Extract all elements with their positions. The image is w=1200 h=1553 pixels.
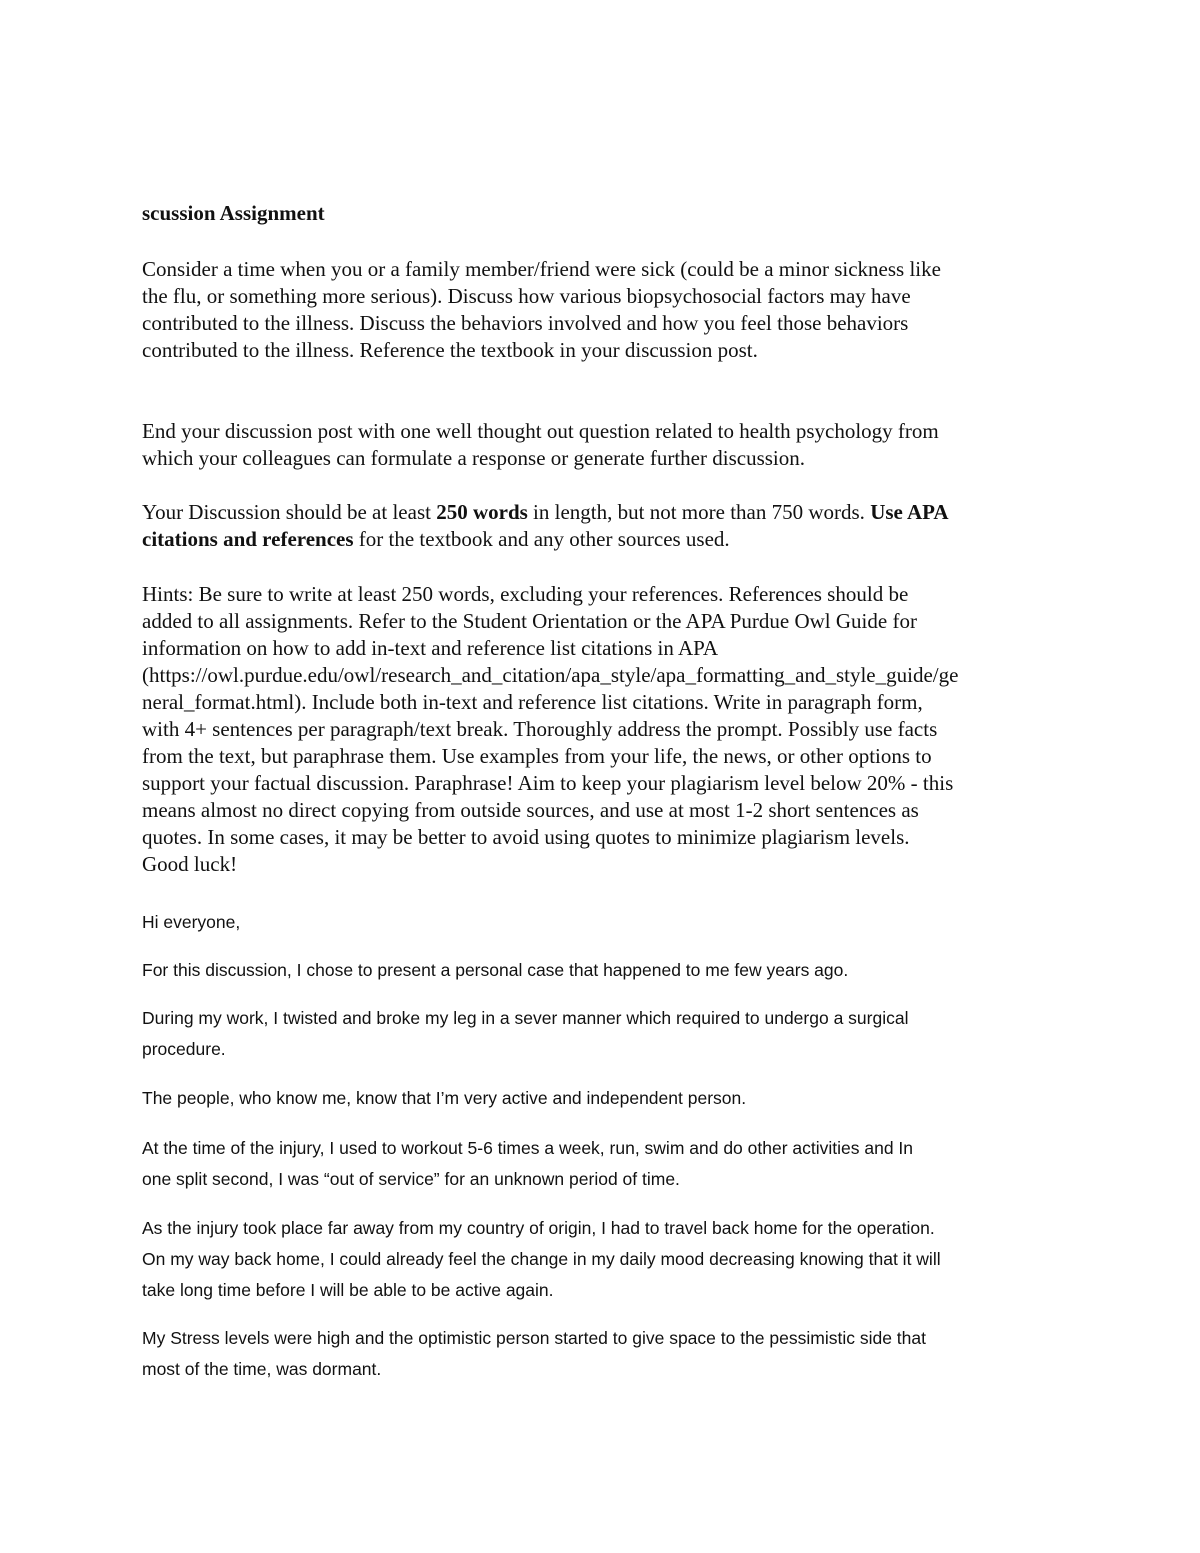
response-paragraph — [142, 1083, 1062, 1114]
word-count-emphasis: 250 words — [436, 500, 528, 524]
response-paragraph — [142, 955, 1062, 986]
text-line — [142, 499, 1062, 526]
text-line: contributed to the illness. Discuss the behaviors involved and how you feel those behaviors — [142, 311, 909, 335]
text-line: support your factual discussion. Paraphrase! Aim to keep your plagiarism level below 20% - this — [142, 771, 954, 795]
text-line: (https://owl.purdue.edu/owl/research_and_citation/apa_style/apa_formatting_and_style_guide/ge — [142, 663, 959, 687]
text-line: added to all assignments. Refer to the Student Orientation or the APA Purdue Owl Guide for — [142, 609, 917, 633]
text-line: contributed to the illness. Reference the textbook in your discussion post. — [142, 338, 758, 362]
text-line: The people, who know me, know that I’m very active and independent person. — [142, 1088, 747, 1108]
text-line: During my work, I twisted and broke my leg in a sever manner which required to undergo a surgical — [142, 1008, 909, 1028]
hints-paragraph — [142, 581, 1062, 878]
text-line: For this discussion, I chose to present a personal case that happened to me few years ago. — [142, 960, 849, 980]
requirements-paragraph — [142, 499, 1062, 553]
text-line: means almost no direct copying from outside sources, and use at most 1-2 short sentences as — [142, 798, 919, 822]
text-line: which your colleagues can formulate a response or generate further discussion. — [142, 446, 806, 470]
text-line: My Stress levels were high and the optimistic person started to give space to the pessimistic side that — [142, 1328, 926, 1348]
text-line: take long time before I will be able to be active again. — [142, 1280, 554, 1300]
text-line: As the injury took place far away from my country of origin, I had to travel back home for the operation. — [142, 1218, 935, 1238]
text-line: from the text, but paraphrase them. Use examples from your life, the news, or other options to — [142, 744, 932, 768]
text-line: Hints: Be sure to write at least 250 words, excluding your references. References should be — [142, 582, 909, 606]
citations-emphasis: citations and references — [142, 527, 354, 551]
text-line: information on how to add in-text and reference list citations in APA — [142, 636, 719, 660]
requirements-text: for the textbook and any other sources used. — [353, 527, 730, 551]
response-paragraph — [142, 1213, 1062, 1306]
response-greeting — [142, 907, 1062, 938]
assignment-title: scussion Assignment — [142, 201, 325, 225]
text-line: most of the time, was dormant. — [142, 1359, 382, 1379]
requirements-text: in length, but not more than 750 words. — [527, 500, 871, 524]
text-line: End your discussion post with one well thought out question related to health psychology from — [142, 419, 939, 443]
response-paragraph — [142, 1323, 1062, 1385]
text-line: neral_format.html). Include both in-text and reference list citations. Write in paragraph form, — [142, 690, 923, 714]
text-line: one split second, I was “out of service” for an unknown period of time. — [142, 1169, 680, 1189]
text-line: with 4+ sentences per paragraph/text break. Thoroughly address the prompt. Possibly use facts — [142, 717, 938, 741]
text-line — [142, 526, 1062, 553]
text-line: procedure. — [142, 1039, 226, 1059]
text-line: Good luck! — [142, 852, 238, 876]
prompt-paragraph — [142, 256, 1062, 364]
text-line: On my way back home, I could already feel the change in my daily mood decreasing knowing that it will — [142, 1249, 941, 1269]
text-line: quotes. In some cases, it may be better to avoid using quotes to minimize plagiarism levels. — [142, 825, 910, 849]
text-line: the flu, or something more serious). Discuss how various biopsychosocial factors may have — [142, 284, 911, 308]
response-paragraph — [142, 1133, 1062, 1195]
text-line: At the time of the injury, I used to workout 5-6 times a week, run, swim and do other activities and In — [142, 1138, 914, 1158]
response-paragraph — [142, 1003, 1062, 1065]
text-line: Hi everyone, — [142, 912, 241, 932]
requirements-text: Your Discussion should be at least — [142, 500, 437, 524]
text-line: Consider a time when you or a family member/friend were sick (could be a minor sickness like — [142, 257, 941, 281]
question-paragraph — [142, 418, 1062, 472]
apa-emphasis: Use APA — [870, 500, 949, 524]
